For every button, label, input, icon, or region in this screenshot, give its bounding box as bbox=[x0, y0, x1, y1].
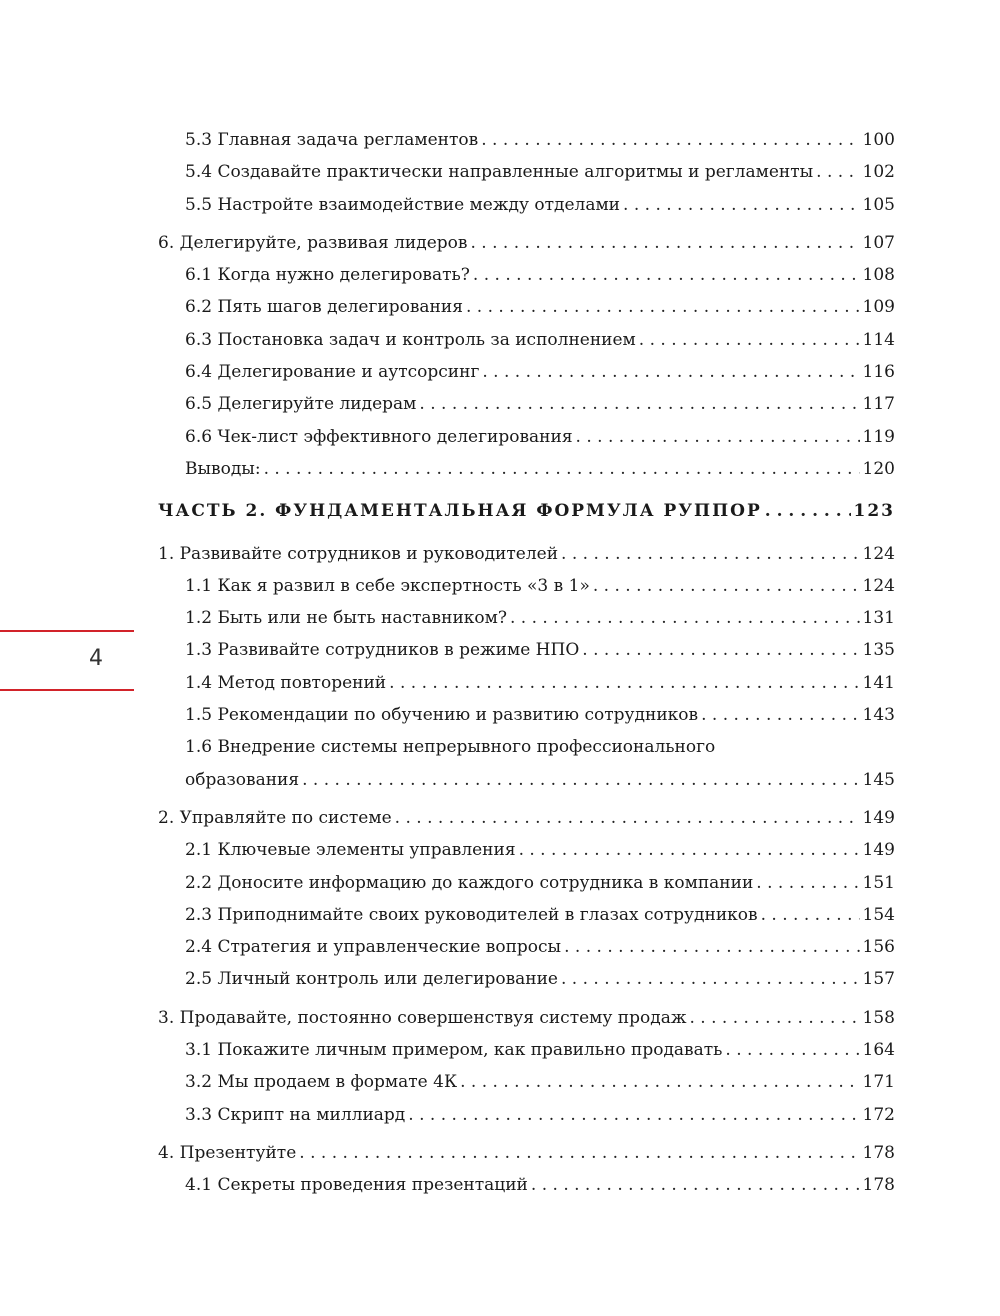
toc-leader-dots bbox=[623, 189, 860, 221]
toc-chapter bbox=[158, 1002, 895, 1034]
toc-entry bbox=[158, 963, 895, 995]
toc-entry bbox=[158, 1034, 895, 1066]
toc-entry-page: 105 bbox=[862, 194, 895, 215]
toc-entry-title: 3.2 Мы продаем в формате 4К bbox=[185, 1072, 458, 1093]
toc-entry-title: Выводы: bbox=[185, 458, 261, 479]
toc-entry bbox=[158, 453, 895, 485]
toc-leader-dots bbox=[419, 388, 859, 420]
toc-entry-title: 4. Презентуйте bbox=[158, 1142, 297, 1163]
toc-entry-title: 6.5 Делегируйте лидерам bbox=[185, 394, 417, 415]
toc-entry-title: 6.2 Пять шагов делегирования bbox=[185, 297, 463, 318]
toc-chapter bbox=[158, 227, 895, 259]
toc-leader-dots bbox=[582, 634, 859, 666]
toc-entry-title: 1.1 Как я развил в себе экспертность «3 в 1» bbox=[185, 575, 590, 596]
toc-leader-dots bbox=[510, 602, 860, 634]
toc-entry bbox=[158, 291, 895, 323]
toc-entry-page: 108 bbox=[862, 265, 895, 286]
toc-entry-title: 6.3 Постановка задач и контроль за исполнением bbox=[185, 329, 636, 350]
toc-entry-page: 124 bbox=[862, 543, 895, 564]
toc-entry-title: 5.5 Настройте взаимодействие между отделами bbox=[185, 194, 621, 215]
toc-entry-page: 143 bbox=[862, 705, 895, 726]
toc-entry-title: 3. Продавайте, постоянно совершенствуя систему продаж bbox=[158, 1007, 687, 1028]
toc-entry-continuation bbox=[158, 764, 895, 796]
toc-entry-title: 6.1 Когда нужно делегировать? bbox=[185, 265, 470, 286]
toc-entry-page: 141 bbox=[862, 672, 895, 693]
toc-leader-dots bbox=[519, 834, 860, 866]
toc-entry bbox=[158, 931, 895, 963]
toc-entry bbox=[158, 602, 895, 634]
toc-chapter bbox=[158, 538, 895, 570]
toc-entry-page: 120 bbox=[862, 458, 895, 479]
toc-entry-page: 156 bbox=[862, 937, 895, 958]
toc-entry-title: 5.3 Главная задача регламентов bbox=[185, 130, 479, 150]
toc-entry-page: 157 bbox=[862, 969, 895, 990]
toc-entry-page: 135 bbox=[862, 640, 895, 661]
toc-entry bbox=[158, 634, 895, 666]
toc-entry-title: образования bbox=[185, 769, 300, 790]
toc-entry-page: 131 bbox=[862, 608, 895, 629]
toc-entry-page: 172 bbox=[862, 1104, 895, 1125]
toc-leader-dots bbox=[701, 699, 859, 731]
toc-entry-title: 2.3 Приподнимайте своих руководителей в глазах сотрудников bbox=[185, 904, 758, 925]
toc-entry-page: 102 bbox=[862, 162, 895, 183]
toc-entry bbox=[158, 259, 895, 291]
toc-leader-dots bbox=[299, 1137, 859, 1169]
toc-leader-dots bbox=[408, 1099, 859, 1131]
toc-entry bbox=[158, 570, 895, 602]
toc-entry bbox=[158, 731, 895, 763]
toc-entry bbox=[158, 388, 895, 420]
toc-entry-title: 3.1 Покажите личным примером, как правильно продавать bbox=[185, 1040, 723, 1061]
toc-entry-title: 1.6 Внедрение системы непрерывного профессионального bbox=[185, 737, 716, 758]
toc-entry-title: 6. Делегируйте, развивая лидеров bbox=[158, 232, 468, 253]
toc-entry-page: 149 bbox=[862, 840, 895, 861]
toc-leader-dots bbox=[639, 324, 860, 356]
toc-entry bbox=[158, 699, 895, 731]
toc-entry-title: 5.4 Создавайте практически направленные алгоритмы и регламенты bbox=[185, 162, 814, 183]
toc-entry-page: 164 bbox=[862, 1040, 895, 1061]
toc-leader-dots bbox=[725, 1034, 859, 1066]
toc-leader-dots bbox=[593, 570, 860, 602]
toc-leader-dots bbox=[389, 667, 859, 699]
toc-entry bbox=[158, 1169, 895, 1201]
toc-leader-dots bbox=[564, 931, 859, 963]
toc-entry bbox=[158, 1066, 895, 1098]
table-of-contents bbox=[158, 124, 895, 1202]
toc-entry-page: 178 bbox=[862, 1142, 895, 1163]
toc-entry-title: 2.4 Стратегия и управленческие вопросы bbox=[185, 937, 562, 958]
toc-chapter bbox=[158, 802, 895, 834]
page-number-rule-top bbox=[0, 630, 134, 632]
toc-leader-dots bbox=[761, 899, 860, 931]
toc-entry-page: 178 bbox=[862, 1175, 895, 1196]
toc-entry-page: 123 bbox=[853, 501, 895, 522]
toc-entry-page: 117 bbox=[862, 394, 895, 415]
toc-entry-page: 114 bbox=[862, 329, 895, 350]
toc-entry-page: 116 bbox=[862, 362, 895, 383]
toc-leader-dots bbox=[466, 291, 860, 323]
toc-entry-page: 119 bbox=[862, 426, 895, 447]
toc-leader-dots bbox=[576, 421, 860, 453]
toc-entry bbox=[158, 867, 895, 899]
toc-leader-dots bbox=[561, 963, 860, 995]
toc-entry-title: 2.5 Личный контроль или делегирование bbox=[185, 969, 558, 990]
toc-entry-page: 145 bbox=[862, 769, 895, 790]
toc-entry-title: 1.5 Рекомендации по обучению и развитию сотрудников bbox=[185, 705, 699, 726]
toc-part-heading bbox=[158, 495, 895, 527]
toc-leader-dots bbox=[481, 124, 859, 156]
toc-entry bbox=[158, 834, 895, 866]
toc-entry-page: 149 bbox=[862, 807, 895, 828]
toc-entry bbox=[158, 1099, 895, 1131]
toc-entry-title: 6.6 Чек-лист эффективного делегирования bbox=[185, 426, 573, 447]
toc-entry-page: 154 bbox=[862, 904, 895, 925]
toc-entry bbox=[158, 189, 895, 221]
toc-entry-title: 2.1 Ключевые элементы управления bbox=[185, 840, 516, 861]
toc-chapter bbox=[158, 1137, 895, 1169]
toc-entry-title: 2. Управляйте по системе bbox=[158, 807, 392, 828]
toc-leader-dots bbox=[460, 1066, 859, 1098]
toc-entry-title: 3.3 Скрипт на миллиард bbox=[185, 1104, 406, 1125]
page-number-rule-bottom bbox=[0, 689, 134, 691]
toc-leader-dots bbox=[302, 764, 859, 796]
toc-entry-title: 1.4 Метод повторений bbox=[185, 672, 387, 693]
toc-entry-page: 100 bbox=[862, 130, 895, 150]
toc-leader-dots bbox=[264, 453, 860, 485]
toc-entry-page: 171 bbox=[862, 1072, 895, 1093]
toc-leader-dots bbox=[765, 495, 851, 527]
toc-entry bbox=[158, 324, 895, 356]
toc-entry-title: 6.4 Делегирование и аутсорсинг bbox=[185, 362, 480, 383]
toc-entry-title: 1.3 Развивайте сотрудников в режиме НПО bbox=[185, 640, 580, 661]
toc-leader-dots bbox=[470, 227, 859, 259]
toc-entry bbox=[158, 899, 895, 931]
toc-entry-page: 107 bbox=[862, 232, 895, 253]
toc-leader-dots bbox=[395, 802, 860, 834]
toc-leader-dots bbox=[473, 259, 860, 291]
toc-leader-dots bbox=[561, 538, 860, 570]
toc-entry bbox=[158, 667, 895, 699]
toc-entry-title: ЧАСТЬ 2. ФУНДАМЕНТАЛЬНАЯ ФОРМУЛА РУППОР bbox=[158, 501, 762, 522]
page-number: 4 bbox=[89, 646, 103, 671]
toc-entry-title: 1. Развивайте сотрудников и руководителей bbox=[158, 543, 559, 564]
toc-leader-dots bbox=[756, 867, 859, 899]
toc-entry bbox=[158, 421, 895, 453]
toc-entry-title: 2.2 Доносите информацию до каждого сотрудника в компании bbox=[185, 872, 754, 893]
toc-entry bbox=[158, 124, 895, 156]
toc-entry-page: 158 bbox=[862, 1007, 895, 1028]
toc-entry-title: 1.2 Быть или не быть наставником? bbox=[185, 608, 507, 629]
toc-leader-dots bbox=[689, 1002, 859, 1034]
toc-leader-dots bbox=[531, 1169, 860, 1201]
toc-entry bbox=[158, 356, 895, 388]
toc-entry-page: 109 bbox=[862, 297, 895, 318]
toc-leader-dots bbox=[816, 156, 859, 188]
toc-leader-dots bbox=[482, 356, 859, 388]
toc-entry-page: 124 bbox=[862, 575, 895, 596]
toc-entry bbox=[158, 156, 895, 188]
toc-entry-title: 4.1 Секреты проведения презентаций bbox=[185, 1175, 528, 1196]
toc-entry-page: 151 bbox=[862, 872, 895, 893]
